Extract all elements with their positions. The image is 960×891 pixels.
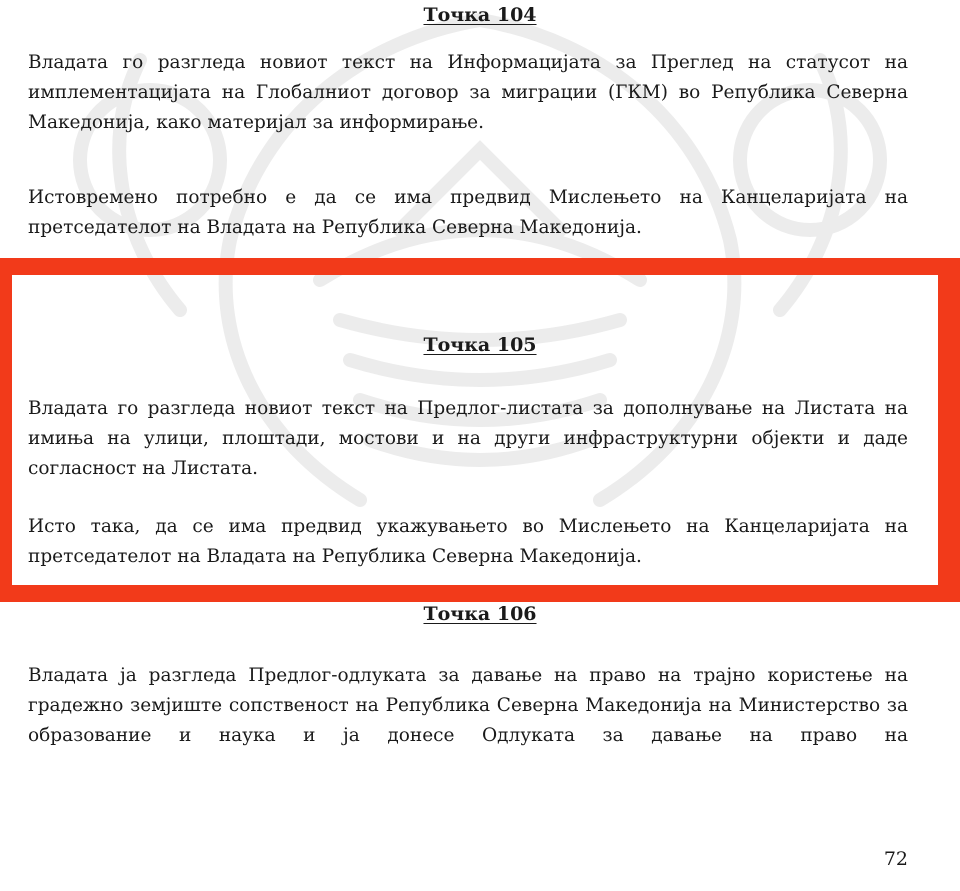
section-title-104: Точка 104 xyxy=(423,4,537,26)
section-104-paragraph-2: Истовремено потребно е да се има предвид Мислењето на Канцеларијата на претседателот на Владата на Република Северна Македонија. xyxy=(28,187,908,238)
section-105-paragraph-2: Исто така, да се има предвид укажувањето во Мислењето на Канцеларијата на претседателот на Владата на Република Северна Македонија. xyxy=(28,516,908,567)
section-106-paragraph-1: Владата ја разгледа Предлог-одлуката за давање на право на трајно користење на градежно земјиште сопственост на Република Северна Македонија на Министерство за образование и наука и ја донесе Одлуката за давање на право на xyxy=(28,665,908,746)
page-number: 72 xyxy=(883,848,908,870)
section-title-105: Точка 105 xyxy=(423,334,537,356)
section-title-106: Точка 106 xyxy=(423,603,537,625)
section-104-paragraph-1: Владата го разгледа новиот текст на Информацијата за Преглед на статусот на имплементацијата на Глобалниот договор за миграции (ГКМ) во Република Северна Македонија, како материјал за информирање. xyxy=(28,52,908,133)
section-105-paragraph-1: Владата го разгледа новиот текст на Предлог-листата за дополнување на Листата на имиња на улици, плоштади, мостови и на други инфраструктурни објекти и даде согласност на Листата. xyxy=(28,398,908,479)
